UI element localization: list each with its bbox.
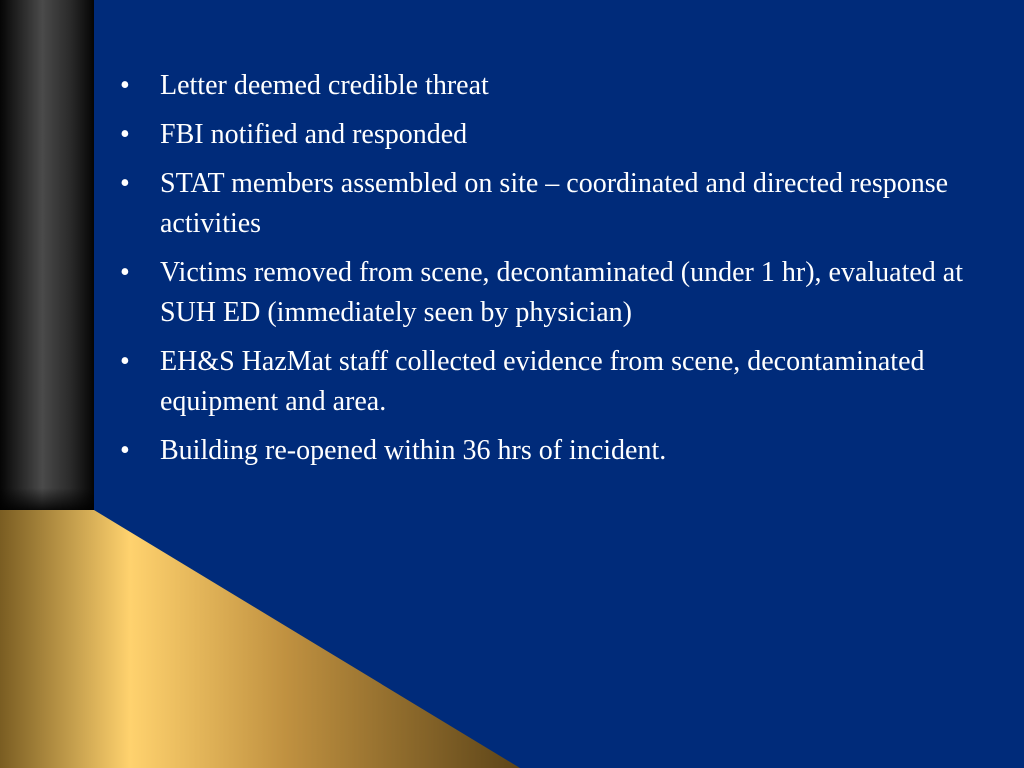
bullet-icon: • <box>120 346 130 377</box>
bullet-item <box>120 253 1000 333</box>
bullet-icon: • <box>120 168 130 199</box>
bullet-icon: • <box>120 70 130 101</box>
bullet-list <box>120 66 1000 471</box>
bullet-icon: • <box>120 257 130 288</box>
bullet-item <box>120 115 1000 155</box>
bullet-text: EH&S HazMat staff collected evidence from scene, decontaminated equipment and area. <box>160 346 925 417</box>
bullet-item <box>120 342 1000 422</box>
bullet-text: Letter deemed credible threat <box>160 70 489 101</box>
bullet-text: Building re-opened within 36 hrs of incident. <box>160 435 667 466</box>
slide-content <box>120 66 1000 480</box>
bullet-icon: • <box>120 119 130 150</box>
bullet-item <box>120 431 1000 471</box>
bullet-text: FBI notified and responded <box>160 119 468 150</box>
bullet-text: Victims removed from scene, decontaminated (under 1 hr), evaluated at SUH ED (immediately seen by physician) <box>160 257 964 328</box>
bullet-item <box>120 164 1000 244</box>
bullet-text: STAT members assembled on site – coordinated and directed response activities <box>160 168 949 239</box>
bullet-item <box>120 66 1000 106</box>
bullet-icon: • <box>120 435 130 466</box>
